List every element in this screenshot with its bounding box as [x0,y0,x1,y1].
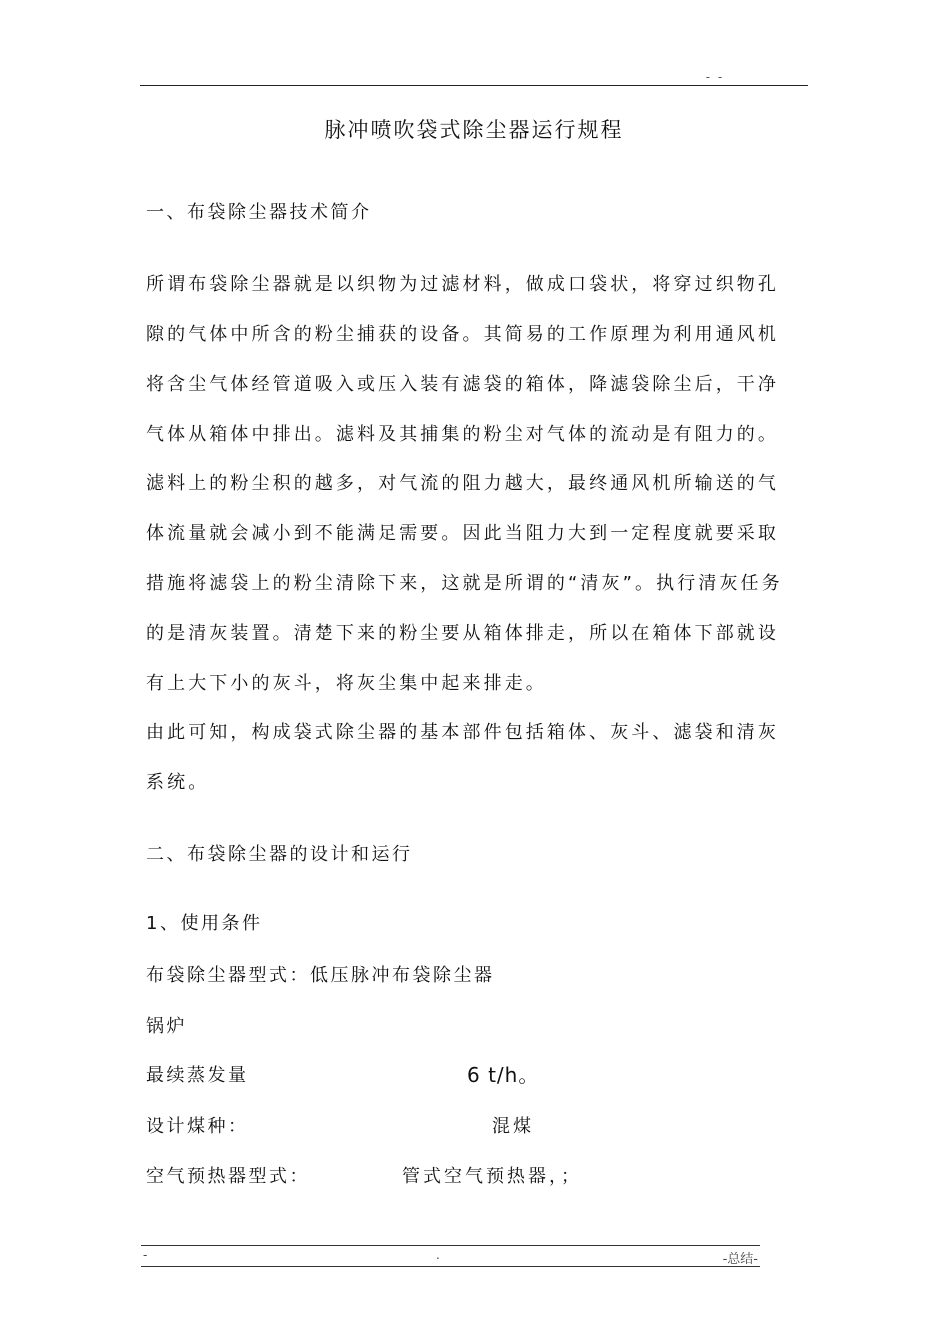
page-title: 脉冲喷吹袋式除尘器运行规程 [324,118,624,142]
evaporation-label: 最续蒸发量 [146,1065,249,1086]
header-mark: - - [705,70,725,84]
preheater-value: 管式空气预热器，； [402,1166,582,1187]
footer-bar [141,1245,760,1267]
intro-line-9: 有上大下小的灰斗，将灰尘集中起来排走。 [146,673,547,694]
coal-value: 混煤 [492,1116,534,1137]
section1-heading: 一、布袋除尘器技术简介 [146,202,372,223]
collector-type: 布袋除尘器型式：低压脉冲布袋除尘器 [146,965,495,986]
intro-line-2: 隙的气体中所含的粉尘捕获的设备。其简易的工作原理为利用通风机 [146,324,779,345]
section2-heading: 二、布袋除尘器的设计和运行 [146,844,413,865]
boiler-label: 锅炉 [146,1016,187,1037]
footer-left-mark: - [143,1248,148,1262]
footer-mid-mark: . [436,1248,440,1262]
intro-line-7: 措施将滤袋上的粉尘清除下来，这就是所谓的“清灰”。执行清灰任务 [146,573,783,594]
intro-line-8: 的是清灰装置。清楚下来的粉尘要从箱体排走，所以在箱体下部就设 [146,623,779,644]
header-rule [140,85,808,86]
intro-line-3: 将含尘气体经管道吸入或压入装有滤袋的箱体，降滤袋除尘后，干净 [146,374,779,395]
intro-line-1: 所谓布袋除尘器就是以织物为过滤材料，做成口袋状，将穿过织物孔 [146,274,779,295]
intro-line-5: 滤料上的粉尘积的越多，对气流的阻力越大，最终通风机所输送的气 [146,473,779,494]
intro-line-6: 体流量就会减小到不能满足需要。因此当阻力大到一定程度就要采取 [146,523,779,544]
coal-label: 设计煤种： [146,1116,249,1137]
intro-line-10: 由此可知，构成袋式除尘器的基本部件包括箱体、灰斗、滤袋和清灰 [146,722,779,743]
evaporation-value: 6 t/h。 [467,1063,540,1087]
section2-subheading: 1、使用条件 [146,913,263,934]
intro-line-4: 气体从箱体中排出。滤料及其捕集的粉尘对气体的流动是有阻力的。 [146,424,779,445]
footer-summary: -总结- [722,1252,758,1267]
preheater-label: 空气预热器型式： [146,1166,310,1187]
intro-line-11: 系统。 [146,772,210,793]
